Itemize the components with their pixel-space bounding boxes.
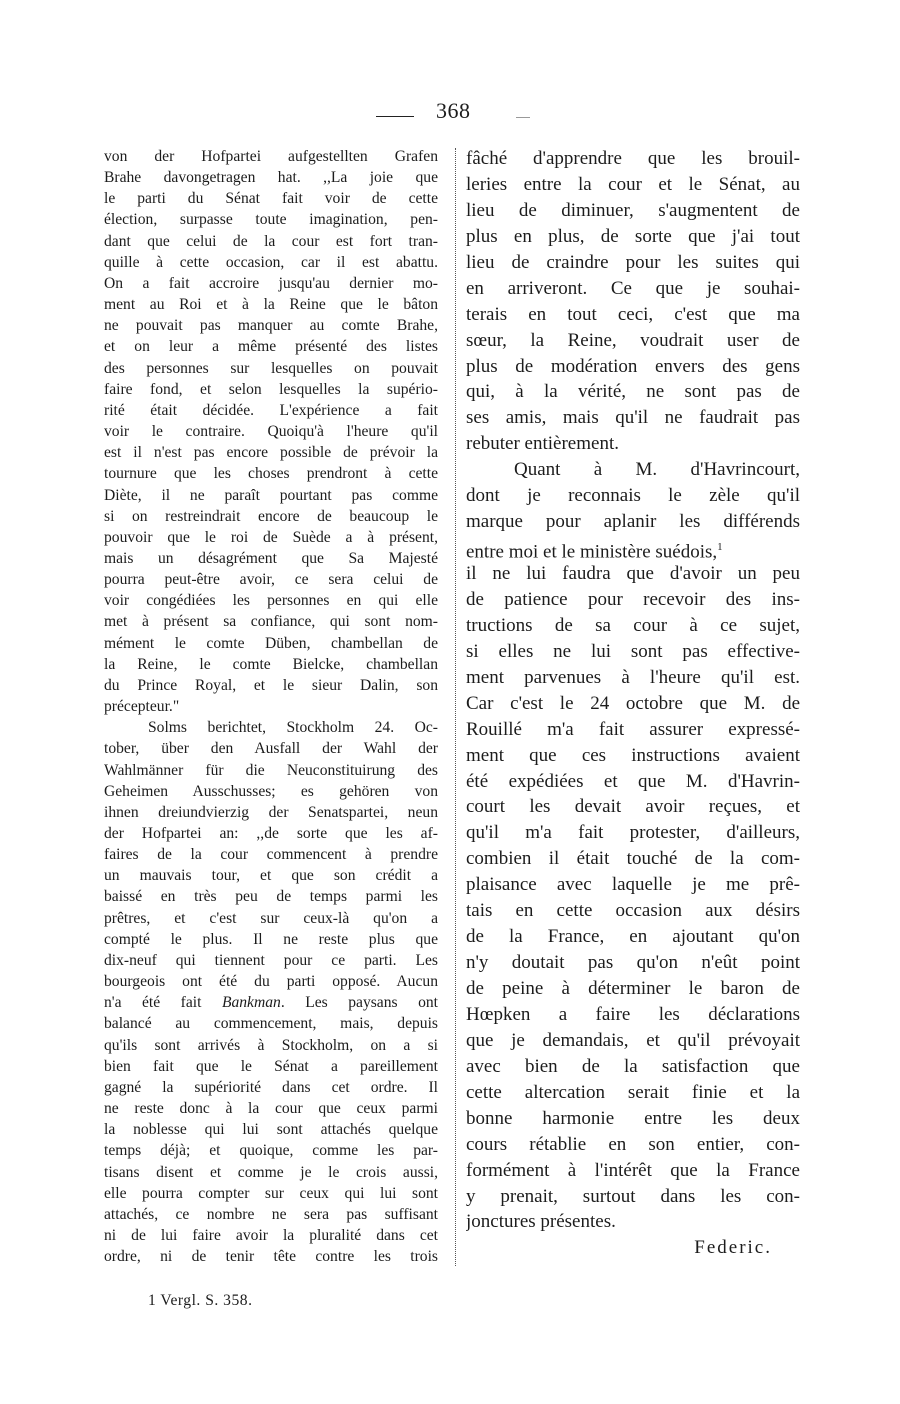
text-line: été expédiées et que M. d'Havrin- [466,770,800,792]
paragraph-start-line: Quant à M. d'Havrincourt, [514,459,800,481]
text-line: si elles ne lui sont pas effective- [466,640,800,662]
text-line: dix-neuf qui tiennent pour ce parti. Les [104,951,438,969]
text-line: bourgeois ont été du parti opposé. Aucun [104,973,438,991]
text-line: prêtres, et c'est sur ceux-là qu'on a [104,909,438,927]
text-line: Geheimen Ausschusses; es gehören von [104,782,438,800]
text-line: plus en plus, de sorte que j'ai tout [466,225,800,247]
text-line: tournure que les choses prendront à cette [104,465,438,483]
text-line: ment au Roi et à la Reine que le bâton [104,296,438,314]
text-line: dont je reconnais le zèle qu'il [466,485,800,507]
text-line: Car c'est le 24 octobre que M. de [466,692,800,714]
text-segment: entre moi et le ministère suédois, [466,541,718,561]
text-segment: . Les paysans ont [280,994,438,1012]
text-line: ne reste donc à la cour que ceux parmi [104,1100,438,1118]
text-line: Diète, il ne paraît pourtant pas comme [104,486,438,504]
text-line: pourra peut-être avoir, ce sera celui de [104,571,438,589]
text-line: bien fait que le Sénat a pareillement [104,1057,438,1075]
text-line: faires de la cour commencent à prendre [104,846,438,864]
text-line: Brahe davongetragen hat. ,,La joie que [104,169,438,187]
text-line: Rouillé m'a fait assurer expressé- [466,718,800,740]
text-line: rebuter entièrement. [466,433,619,455]
text-line-with-footnote [466,535,800,561]
text-line: temps déjà; et quoique, comme les par- [104,1142,438,1160]
text-line: ordre, ni de tenir tête contre les trois [104,1248,438,1266]
page-number: 368 [436,98,471,123]
text-line: ment que ces instructions avaient [466,744,800,766]
text-line: marque pour aplanir les différends [466,511,800,533]
text-line: gagné la supériorité dans cet ordre. Il [104,1078,438,1096]
text-line: qu'il m'a fait protester, d'ailleurs, [466,822,800,844]
text-line: y prenait, surtout dans les con- [466,1185,800,1207]
text-line: de la France, en ajoutant qu'on [466,926,800,948]
text-line: sœur, la Reine, voudrait user de [466,329,800,351]
text-line: balancé au commencement, mais, depuis [104,1015,438,1033]
page-header [0,96,900,136]
text-line: cours rétablie en son entier, con- [466,1133,800,1155]
text-line: leries entre la cour et le Sénat, au [466,173,800,195]
text-line-with-italic [104,992,438,1013]
italic-term: Bankman [221,994,281,1012]
text-line: la Reine, le comte Bielcke, chambellan [104,655,438,673]
text-line: dant que celui de la cour est fort tran- [104,232,438,250]
text-line: met à présent sa confiance, qui sont nom- [104,613,438,631]
text-line: ne pouvait pas manquer au comte Brahe, [104,317,438,335]
text-line: jonctures présentes. [466,1211,616,1233]
text-line: mément le comte Düben, chambellan de [104,634,438,652]
text-line: combien il était touché de la com- [466,848,800,870]
text-line: si on restreindrait encore de beaucoup le [104,507,438,525]
text-line: tructions de sa cour à ce sujet, [466,614,800,636]
text-line: Hœpken a faire les déclarations [466,1003,800,1025]
text-line: lieu de craindre pour les suites qui [466,251,800,273]
right-column [466,146,800,1261]
text-line: compté le plus. Il ne reste plus que [104,930,438,948]
text-line: ihnen dreiundvierzig der Senatspartei, neun [104,803,438,821]
text-line: Wahlmänner für die Neuconstituirung des [104,761,438,779]
text-line: tais en cette occasion aux désirs [466,900,800,922]
text-line: des personnes sur lesquelles on pouvait [104,359,438,377]
text-line: pouvoir que le roi de Suède a à présent, [104,528,438,546]
text-line: de peine à déterminer le baron de [466,978,800,999]
left-column [104,146,438,1267]
text-line: voir le contraire. Quoiqu'à l'heure qu'il [104,423,438,441]
text-line: ses amis, mais qu'il ne faudrait pas [466,407,800,429]
text-line: et on leur a même présenté des listes [104,338,438,356]
signature: Federic. [694,1237,772,1259]
text-line: avec bien de la satisfaction que [466,1055,800,1077]
text-line: un mauvais tour, et que son crédit a [104,867,438,885]
text-line: le parti du Sénat fait voir de cette [104,190,438,208]
footnote-marker: 1 [717,541,723,554]
text-line: quille à cette occasion, car il est abattu. [104,253,438,271]
text-line: ni de lui faire avoir la pluralité dans cet [104,1226,438,1244]
column-divider [455,148,456,1266]
text-line: que je demandais, et qu'il prévoyait [466,1029,800,1051]
text-line: ment parvenues à l'heure qu'il est. [466,666,800,688]
text-line: elle pourra compter sur ceux qui lui sont [104,1184,438,1202]
text-line: attachés, ce nombre ne sera pas suffisant [104,1205,438,1223]
text-line: formément à l'intérêt que la France [466,1159,800,1181]
text-line: est il n'est pas encore possible de prévoir la [104,444,438,462]
text-line: la noblesse qui lui sont attachés quelque [104,1121,438,1139]
text-line: tober, über den Ausfall der Wahl der [104,740,438,758]
text-line: der Hofpartei an: ,,de sorte que les af- [104,825,438,842]
text-line: en arriveront. Ce que je souhai- [466,277,800,299]
text-line: mais un désagrément que Sa Majesté [104,549,438,567]
text-line: plaisance avec laquelle je me prê- [466,874,800,896]
text-line: qui, à la vérité, ne sont pas de [466,381,800,403]
text-line: von der Hofpartei aufgestellten Grafen [104,148,438,165]
text-line: qu'ils sont arrivés à Stockholm, on a si [104,1036,438,1054]
text-line: voir congédiées les personnes en qui elle [104,592,438,610]
text-line: court les devait avoir reçues, et [466,796,800,818]
footnote: 1 Vergl. S. 358. [148,1292,253,1309]
text-line: rité était décidée. L'expérience a fait [104,401,438,419]
text-line: de patience pour recevoir des ins- [466,588,800,610]
paragraph-start-line: Solms berichtet, Stockholm 24. Oc- [148,719,438,737]
text-line: fâché d'apprendre que les brouil- [466,148,800,169]
header-rule-right [516,117,530,118]
text-line: lieu de diminuer, s'augmentent de [466,199,800,221]
text-line: du Prince Royal, et le sieur Dalin, son [104,676,438,694]
text-line: plus de modération envers des gens [466,355,800,377]
text-segment: n'a été fait [104,994,222,1012]
text-line: baissé en très peu de temps parmi les [104,888,438,906]
text-line: cette altercation serait finie et la [466,1081,800,1103]
text-line: bonne harmonie entre les deux [466,1107,800,1129]
text-line: terais en tout ceci, c'est que ma [466,303,800,325]
text-line: précepteur." [104,698,180,716]
text-line: tisans disent et comme je le crois aussi, [104,1163,438,1181]
text-line: n'y doutait pas qu'on n'eût point [466,952,800,974]
header-rule-left [376,116,414,117]
text-line: élection, surpasse toute imagination, pen- [104,211,438,229]
text-line: il ne lui faudra que d'avoir un peu [466,563,800,584]
text-line: On a fait accroire jusqu'au dernier mo- [104,274,438,292]
text-line: faire fond, et selon lesquelles la supério- [104,380,438,398]
